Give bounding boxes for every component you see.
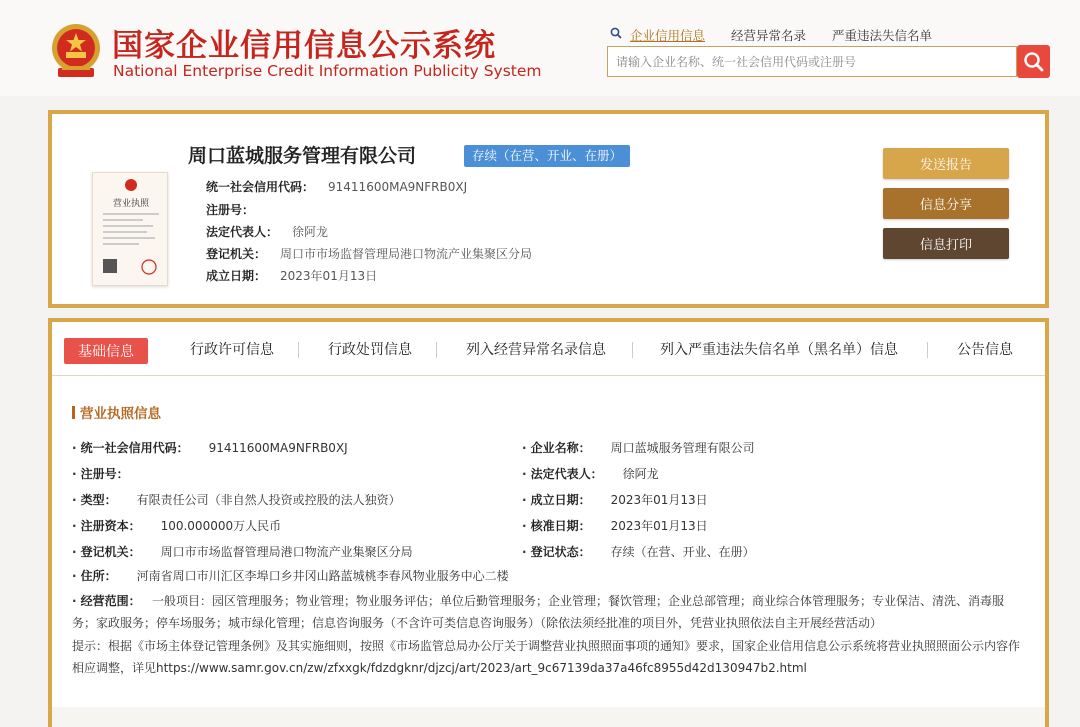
bullet: · bbox=[72, 594, 77, 608]
field-label: 统一社会信用代码： bbox=[80, 441, 189, 455]
bullet: · bbox=[72, 519, 77, 533]
field-value: 周口蓝城服务管理有限公司 bbox=[610, 441, 755, 455]
tab-abnormal-list[interactable]: 列入经营异常名录信息 bbox=[466, 342, 606, 358]
info-authority bbox=[206, 245, 532, 262]
business-scope-text: 一般项目：园区管理服务；物业管理；物业服务评估；单位后勤管理服务；企业管理；餐饮管理；企业总部管理；商业综合体管理服务；专业保洁、清洗、消毒服务；家政服务；停车场服务；城市绿化管理；信息咨询服务（不含许可类信息咨询服务）（除依法须经批准的项目外，凭营业执照依法自主开展经营活动） bbox=[72, 594, 1005, 630]
field-label: 注册号： bbox=[80, 467, 129, 481]
notice-text: 提示：根据《市场主体登记管理条例》及其实施细则，按照《市场监管总局办公厅关于调整营业执照照面事项的通知》要求，国家企业信用信息公示系统将营业执照照面公示内容作相应调整，详见https://www.samr.gov.cn/zw/zfxxgk/fdzdgknr/djzcj/art/2023/art_9c67139da37a46fc8955d42d130947b2.html bbox=[72, 639, 1021, 675]
info-reg-number bbox=[206, 201, 268, 218]
search-box bbox=[607, 46, 1017, 77]
bullet: · bbox=[72, 467, 77, 481]
field-label: 登记机关： bbox=[80, 545, 141, 559]
company-name: 周口蓝城服务管理有限公司 bbox=[188, 145, 417, 167]
bullet: · bbox=[72, 493, 77, 507]
bullet: · bbox=[522, 441, 527, 455]
company-summary-card bbox=[48, 110, 1049, 308]
bullet: · bbox=[72, 569, 77, 583]
field-value: 徐阿龙 bbox=[622, 467, 659, 481]
license-image-icon bbox=[93, 173, 169, 287]
search-type-tabs bbox=[610, 26, 958, 44]
field-established bbox=[522, 491, 708, 508]
basic-info-content bbox=[52, 377, 1045, 717]
send-report-button[interactable]: 发送报告 bbox=[883, 148, 1009, 179]
business-license-thumbnail[interactable] bbox=[92, 172, 168, 286]
field-label: 法定代表人： bbox=[530, 467, 603, 481]
field-value: 存续（在营、开业、在册） bbox=[610, 545, 755, 559]
tab-divider bbox=[927, 342, 928, 358]
field-value: 91411600MA9NFRB0XJ bbox=[208, 441, 348, 455]
field-value: 2023年01月13日 bbox=[610, 493, 708, 507]
field-type bbox=[72, 491, 401, 508]
magnifier-icon bbox=[1017, 45, 1050, 78]
search-tab-blacklist[interactable]: 严重违法失信名单 bbox=[832, 28, 933, 43]
field-credit-code bbox=[72, 439, 348, 456]
field-label: 住所： bbox=[80, 569, 117, 583]
info-label: 法定代表人： bbox=[206, 225, 279, 239]
field-approval-date bbox=[522, 517, 708, 534]
bullet: · bbox=[522, 519, 527, 533]
tab-blacklist[interactable]: 列入严重违法失信名单（黑名单）信息 bbox=[660, 342, 898, 358]
field-label: 经营范围： bbox=[80, 594, 141, 608]
field-reg-status bbox=[522, 543, 755, 560]
field-label: 企业名称： bbox=[530, 441, 591, 455]
tab-divider bbox=[298, 342, 299, 358]
status-badge: 存续（在营、开业、在册） bbox=[464, 145, 630, 167]
detail-panel bbox=[48, 318, 1049, 727]
section-title-text: 营业执照信息 bbox=[80, 406, 161, 422]
bullet: · bbox=[522, 493, 527, 507]
info-label: 统一社会信用代码： bbox=[206, 180, 315, 194]
info-established bbox=[206, 267, 377, 284]
site-header bbox=[0, 0, 1080, 96]
search-input[interactable] bbox=[608, 47, 1016, 76]
bullet: · bbox=[522, 545, 527, 559]
tab-admin-license[interactable]: 行政许可信息 bbox=[190, 342, 274, 358]
info-value: 徐阿龙 bbox=[292, 225, 329, 239]
bullet: · bbox=[72, 441, 77, 455]
field-legal-rep bbox=[522, 465, 659, 482]
field-value: 河南省周口市川汇区李埠口乡井冈山路蓝城桃李春风物业服务中心二楼 bbox=[136, 569, 509, 583]
search-tab-credit-info[interactable]: 企业信用信息 bbox=[630, 28, 706, 43]
info-label: 成立日期： bbox=[206, 269, 267, 283]
tab-divider bbox=[632, 342, 633, 358]
field-value: 有限责任公司（非自然人投资或控股的法人独资） bbox=[136, 493, 401, 507]
field-reg-number bbox=[72, 465, 149, 482]
field-label: 登记状态： bbox=[530, 545, 591, 559]
info-label: 注册号： bbox=[206, 203, 255, 217]
tab-basic-info[interactable]: 基础信息 bbox=[64, 338, 148, 364]
field-value: 2023年01月13日 bbox=[610, 519, 708, 533]
field-capital bbox=[72, 517, 281, 534]
site-title: 国家企业信用信息公示系统 bbox=[112, 28, 496, 64]
national-emblem-icon bbox=[48, 22, 104, 80]
info-value: 周口市市场监督管理局港口物流产业集聚区分局 bbox=[280, 247, 533, 261]
share-info-button[interactable]: 信息分享 bbox=[883, 188, 1009, 219]
panel-footer bbox=[52, 707, 1045, 727]
field-company-name bbox=[522, 439, 755, 456]
search-button[interactable] bbox=[1017, 45, 1050, 78]
print-info-button[interactable]: 信息打印 bbox=[883, 228, 1009, 259]
info-legal-rep bbox=[206, 223, 328, 240]
field-value: 周口市市场监督管理局港口物流产业集聚区分局 bbox=[160, 545, 413, 559]
field-address bbox=[72, 567, 509, 584]
bullet: · bbox=[522, 467, 527, 481]
field-label: 注册资本： bbox=[80, 519, 141, 533]
info-value: 2023年01月13日 bbox=[280, 269, 378, 283]
tab-divider bbox=[436, 342, 437, 358]
search-tab-abnormal-list[interactable]: 经营异常名录 bbox=[731, 28, 807, 43]
site-title-english: National Enterprise Credit Information Publicity System bbox=[113, 62, 542, 80]
tab-announcements[interactable]: 公告信息 bbox=[957, 342, 1013, 358]
info-tabs bbox=[52, 322, 1045, 376]
field-label: 类型： bbox=[80, 493, 117, 507]
section-title bbox=[72, 402, 161, 422]
field-authority bbox=[72, 543, 413, 560]
field-label: 成立日期： bbox=[530, 493, 591, 507]
section-marker bbox=[72, 406, 75, 419]
search-icon bbox=[610, 27, 622, 39]
info-value: 91411600MA9NFRB0XJ bbox=[328, 180, 468, 194]
info-label: 登记机关： bbox=[206, 247, 267, 261]
field-value: 100.000000万人民币 bbox=[160, 519, 282, 533]
bullet: · bbox=[72, 545, 77, 559]
field-label: 核准日期： bbox=[530, 519, 591, 533]
business-scope bbox=[72, 590, 1022, 634]
tab-admin-penalty[interactable]: 行政处罚信息 bbox=[328, 342, 412, 358]
info-credit-code bbox=[206, 178, 467, 195]
license-label: 营业执照 bbox=[112, 199, 150, 209]
